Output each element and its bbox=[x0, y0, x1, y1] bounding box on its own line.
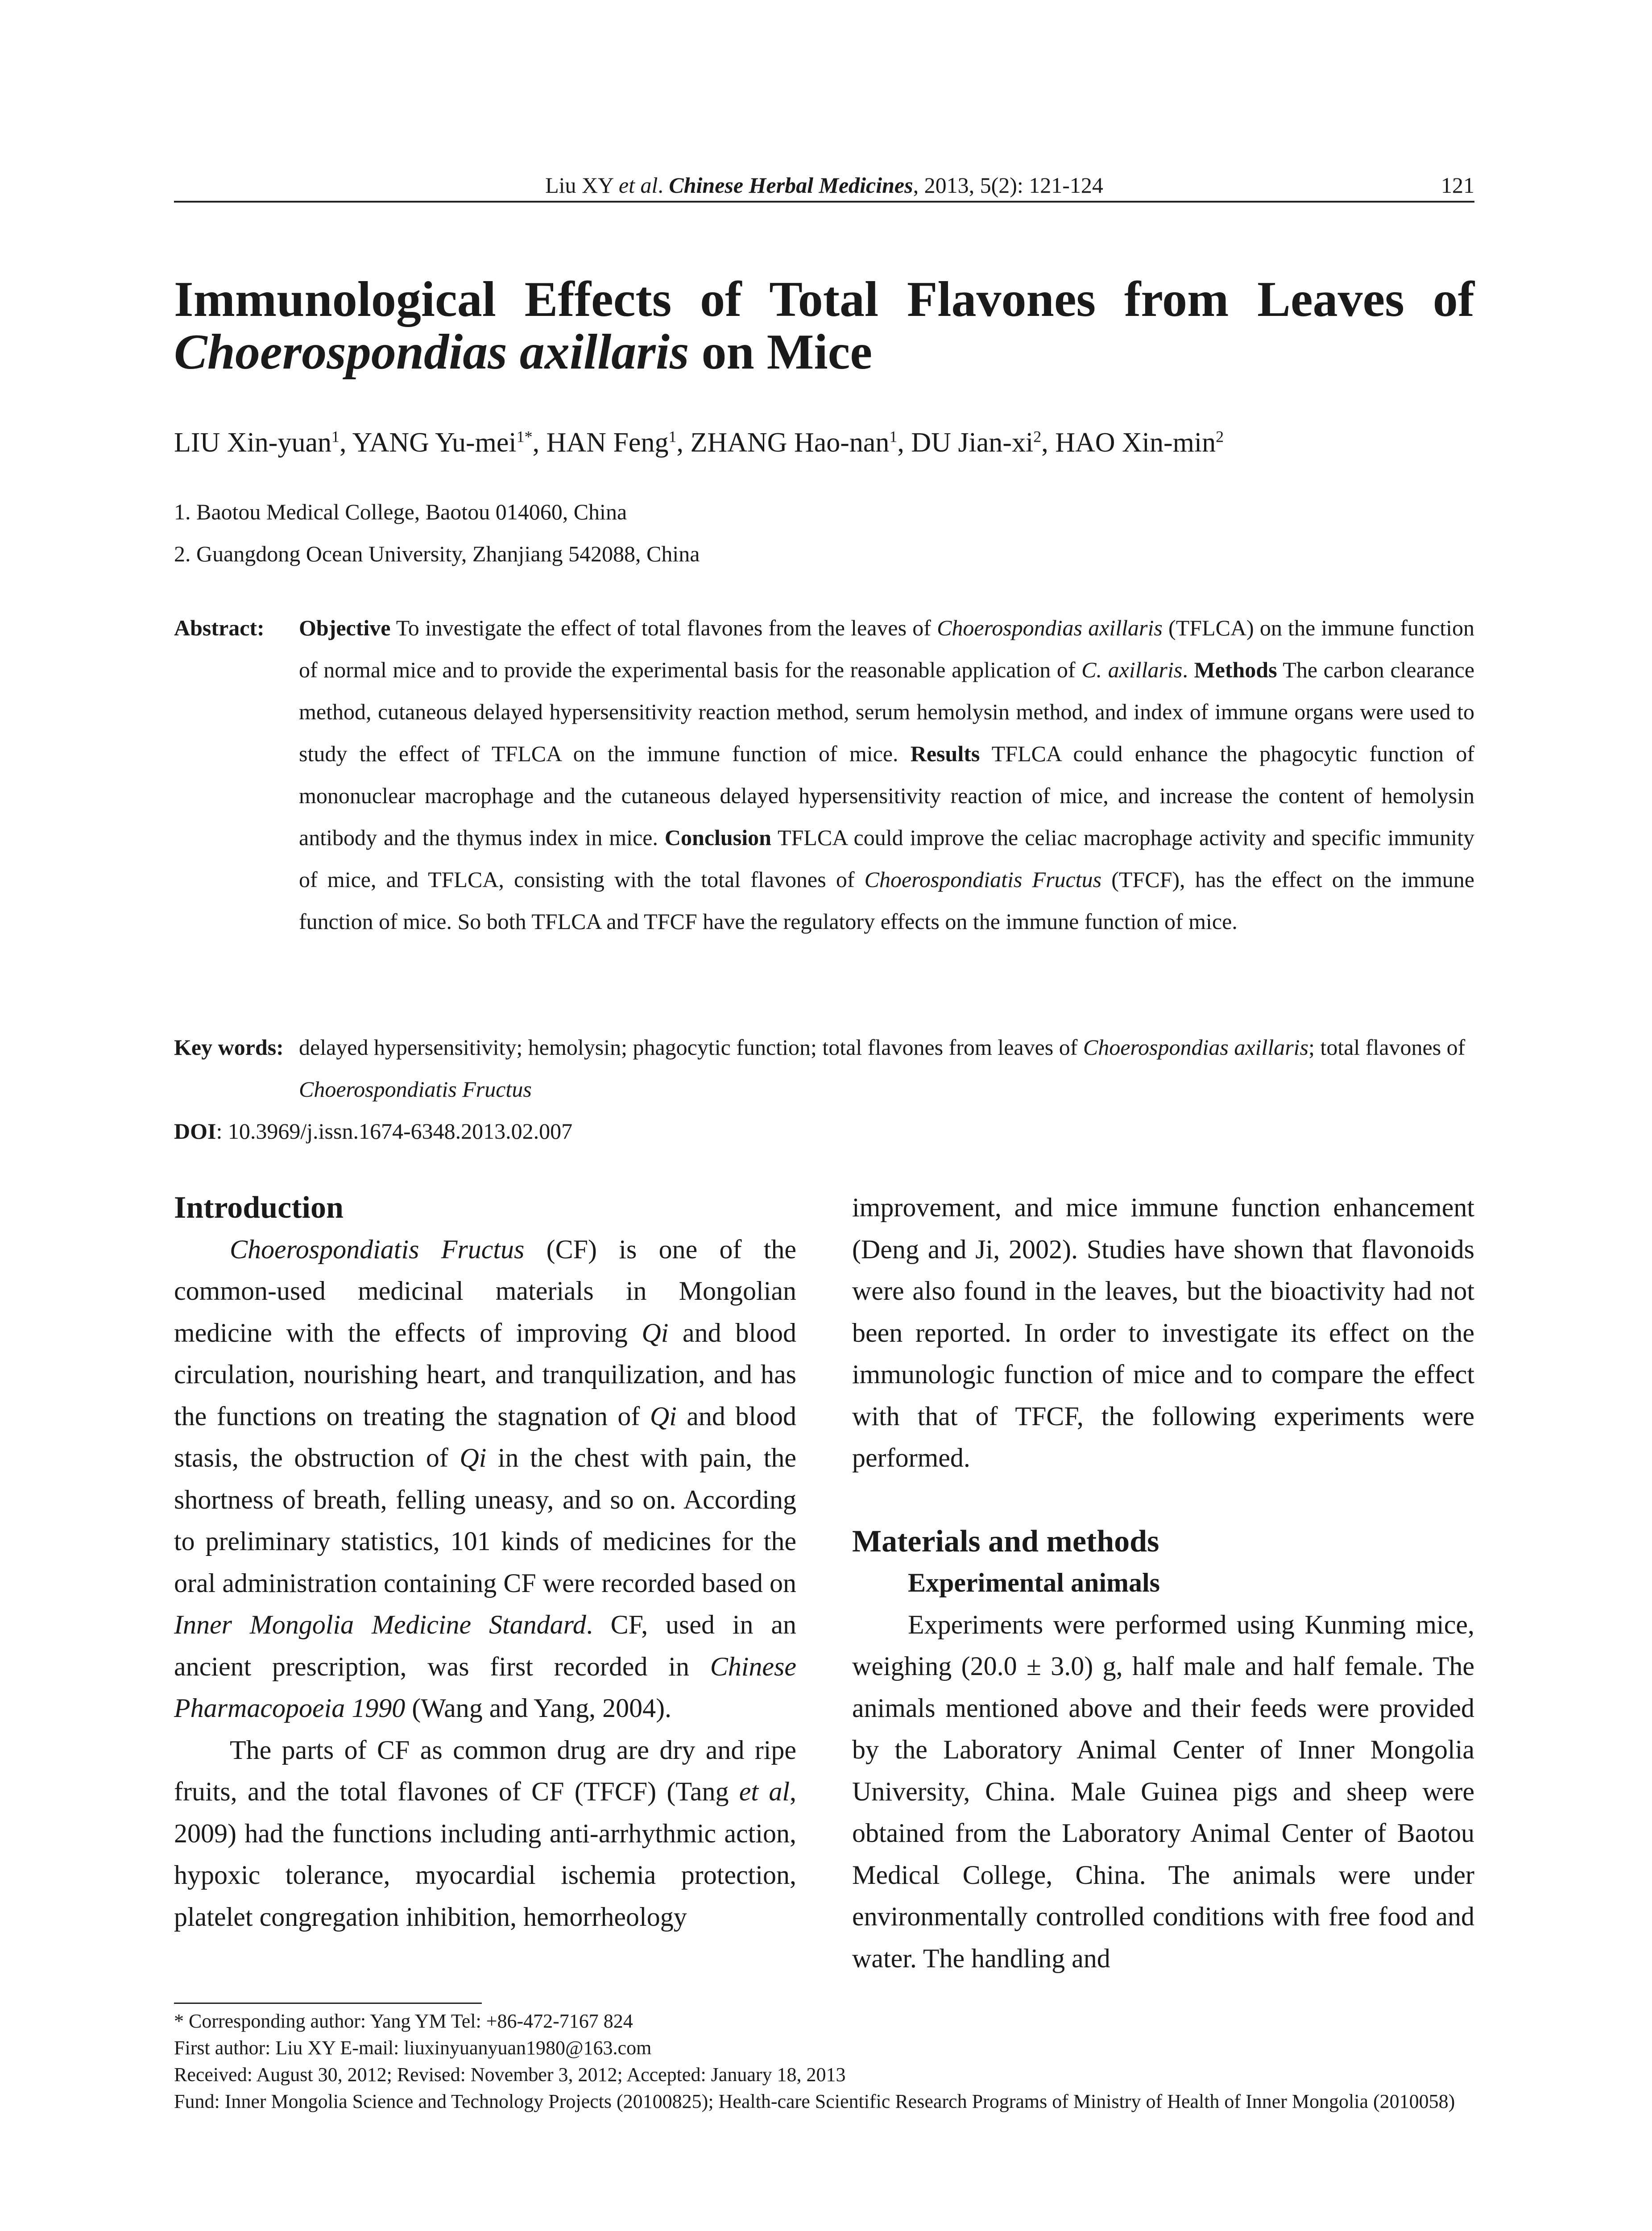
author-list bbox=[174, 419, 1224, 460]
italic-term: Qi bbox=[642, 1318, 669, 1348]
italic-term: Qi bbox=[650, 1401, 677, 1431]
abstract-italic: C. axillaris bbox=[1081, 657, 1183, 682]
body-text: in the chest with pain, the shortness of breath, felling uneasy, and so on. According to preliminary statistics, 101 kinds of medicines for the oral administration containing CF were recorded based on bbox=[174, 1443, 796, 1598]
journal-citation bbox=[174, 170, 1474, 201]
author-sep: , bbox=[676, 427, 691, 458]
doi-value: : 10.3969/j.issn.1674-6348.2013.02.007 bbox=[216, 1119, 573, 1144]
column-right bbox=[852, 1187, 1474, 1979]
author-affil-mark: 1 bbox=[331, 427, 340, 445]
author-sep: , bbox=[339, 427, 352, 458]
conclusion-label: Conclusion bbox=[664, 825, 771, 850]
body-text: and blood stasis, the obstruction of bbox=[174, 1401, 796, 1472]
abstract-italic: Choerospondiatis Fructus bbox=[864, 867, 1102, 892]
citation-etal: et al bbox=[618, 173, 658, 198]
footnote-fund: Fund: Inner Mongolia Science and Technology Projects (20100825); Health-care Scientific Research Programs of Ministry of Health of Inner Mongolia (2010058) bbox=[174, 2090, 1455, 2112]
author-sep: , bbox=[897, 427, 911, 458]
keywords-body bbox=[299, 1026, 1474, 1110]
author-affil-mark: 2 bbox=[1033, 427, 1042, 445]
author bbox=[547, 427, 691, 458]
abstract-text: (TFLCA) on the immune function of normal mice and to provide the experimental basis for the reasonable application of bbox=[299, 615, 1474, 682]
citation-dot: . bbox=[658, 173, 669, 198]
results-label: Results bbox=[910, 741, 980, 766]
author bbox=[690, 427, 911, 458]
italic-term: Inner Mongolia Medicine Standard bbox=[174, 1610, 586, 1639]
methods-paragraph: Experiments were performed using Kunming mice, weighing (20.0 ± 3.0) g, half male and half female. The animals mentioned above and their feeds were provided by the Laboratory Animal Center of Inner Mongolia University, China. Male Guinea pigs and sheep were obtained from the Laboratory Animal Center of Baotou Medical College, China. The animals were under environmentally controlled conditions with free food and water. The handling and bbox=[852, 1609, 1474, 1973]
footnote-corresponding: * Corresponding author: Yang YM Tel: +86-472-7167 824 bbox=[174, 2010, 633, 2032]
keywords-label: Key words: bbox=[174, 1035, 284, 1060]
author-name: HAO Xin-min bbox=[1055, 427, 1216, 458]
abstract-text: The carbon clearance method, cutaneous delayed hypersensitivity reaction method, serum hemolysin method, and index of immune organs were used to study the effect of TFLCA on the immune function of mice. bbox=[299, 657, 1475, 766]
body-text: and blood circulation, nourishing heart, and tranquilization, and has the functions on treating the stagnation of bbox=[174, 1318, 796, 1431]
title-line-1: Immunological Effects of Total Flavones from Leaves of bbox=[174, 272, 1474, 327]
italic-term: Choerospondiatis Fructus bbox=[230, 1234, 525, 1264]
footnote-rule bbox=[174, 2003, 482, 2004]
author bbox=[174, 427, 352, 458]
author bbox=[1055, 427, 1224, 458]
author bbox=[352, 427, 547, 458]
abstract-text: To investigate the effect of total flavones from the leaves of bbox=[390, 615, 937, 640]
objective-label: Objective bbox=[299, 615, 391, 640]
citation-volume: , 2013, 5(2): 121-124 bbox=[913, 173, 1103, 198]
methods-label: Methods bbox=[1194, 657, 1277, 682]
abstract-text: TFLCA could improve the celiac macrophage activity and specific immunity of mice, and TFLCA, consisting with the total flavones of bbox=[299, 825, 1474, 892]
italic-term: Chinese Pharmacopoeia 1990 bbox=[174, 1651, 796, 1723]
body-text: The parts of CF as common drug are dry and ripe fruits, and the total flavones of CF (TFCF) (Tang bbox=[174, 1735, 796, 1806]
italic-term: Qi bbox=[460, 1443, 487, 1472]
author-name: DU Jian-xi bbox=[911, 427, 1034, 458]
abstract-label: Abstract: bbox=[174, 615, 265, 640]
title-suffix: on Mice bbox=[689, 324, 873, 380]
affiliations bbox=[174, 491, 700, 575]
author bbox=[911, 427, 1055, 458]
title-line-2 bbox=[174, 326, 1474, 378]
author-name: YANG Yu-mei bbox=[352, 427, 517, 458]
body-text: (Wang and Yang, 2004). bbox=[405, 1693, 672, 1723]
footnotes bbox=[174, 2008, 1474, 2115]
abstract-text: TFLCA could enhance the phagocytic function of mononuclear macrophage and the cutaneous delayed hypersensitivity reaction of mice, and increase the content of hemolysin antibody and the thymus index in mice. bbox=[299, 741, 1474, 850]
author-affil-mark: 1 bbox=[668, 427, 677, 445]
author-name: LIU Xin-yuan bbox=[174, 427, 331, 458]
keywords bbox=[174, 1026, 1474, 1110]
author-name: ZHANG Hao-nan bbox=[690, 427, 890, 458]
affiliation: 1. Baotou Medical College, Baotou 014060, China bbox=[174, 499, 627, 524]
footnote-dates: Received: August 30, 2012; Revised: November 3, 2012; Accepted: January 18, 2013 bbox=[174, 2064, 846, 2086]
affiliation: 2. Guangdong Ocean University, Zhanjiang 542088, China bbox=[174, 541, 700, 566]
doi bbox=[174, 1110, 572, 1152]
keywords-text: ; total flavones of bbox=[1308, 1035, 1466, 1060]
methods-heading: Materials and methods bbox=[852, 1524, 1159, 1559]
citation-journal: Chinese Herbal Medicines bbox=[669, 173, 913, 198]
keywords-text: delayed hypersensitivity; hemolysin; phagocytic function; total flavones from leaves of bbox=[299, 1035, 1083, 1060]
author-affil-mark: 1 bbox=[889, 427, 898, 445]
citation-authors: Liu XY bbox=[545, 173, 619, 198]
abstract-text: (TFCF), has the effect on the immune function of mice. So both TFLCA and TFCF have the regulatory effects on the immune function of mice. bbox=[299, 867, 1475, 934]
author-name: HAN Feng bbox=[546, 427, 669, 458]
author-affil-mark: 2 bbox=[1216, 427, 1224, 445]
intro-paragraph bbox=[174, 1229, 796, 1729]
footnote-first-author: First author: Liu XY E-mail: liuxinyuanyuan1980@163.com bbox=[174, 2037, 652, 2059]
body-text: (CF) is one of the common-used medicinal materials in Mongolian medicine with the effects of improving bbox=[174, 1234, 797, 1348]
author-affil-mark: 1* bbox=[516, 427, 533, 445]
page-number: 121 bbox=[1441, 173, 1474, 198]
running-head bbox=[174, 170, 1474, 203]
intro-paragraph bbox=[174, 1729, 796, 1938]
body-text: , 2009) had the functions including anti-arrhythmic action, hypoxic tolerance, myocardial ischemia protection, platelet congregation inhibition, hemorrheology bbox=[174, 1777, 796, 1932]
abstract-text: . bbox=[1182, 657, 1188, 682]
abstract bbox=[174, 607, 1474, 942]
author-sep: , bbox=[532, 427, 547, 458]
italic-term: et al bbox=[739, 1777, 790, 1806]
keywords-italic: Choerospondiatis Fructus bbox=[299, 1077, 532, 1102]
column-left bbox=[174, 1187, 796, 1938]
article-title bbox=[174, 273, 1474, 378]
abstract-italic: Choerospondias axillaris bbox=[937, 615, 1163, 640]
abstract-body bbox=[299, 607, 1474, 942]
doi-label: DOI bbox=[174, 1119, 216, 1144]
body-text: . CF, used in an ancient prescription, was first recorded in bbox=[174, 1610, 796, 1681]
intro-paragraph-continued: improvement, and mice immune function enhancement (Deng and Ji, 2002). Studies have shown that flavonoids were also found in the leaves, but the bioactivity had not been reported. In order to investigate its effect on the immunologic function of mice and to compare the effect with that of TFCF, the following experiments were performed. bbox=[852, 1193, 1474, 1472]
intro-heading: Introduction bbox=[174, 1190, 344, 1225]
subsection-heading: Experimental animals bbox=[908, 1568, 1160, 1597]
keywords-italic: Choerospondias axillaris bbox=[1083, 1035, 1309, 1060]
author-sep: , bbox=[1041, 427, 1056, 458]
title-species: Choerospondias axillaris bbox=[174, 324, 689, 380]
